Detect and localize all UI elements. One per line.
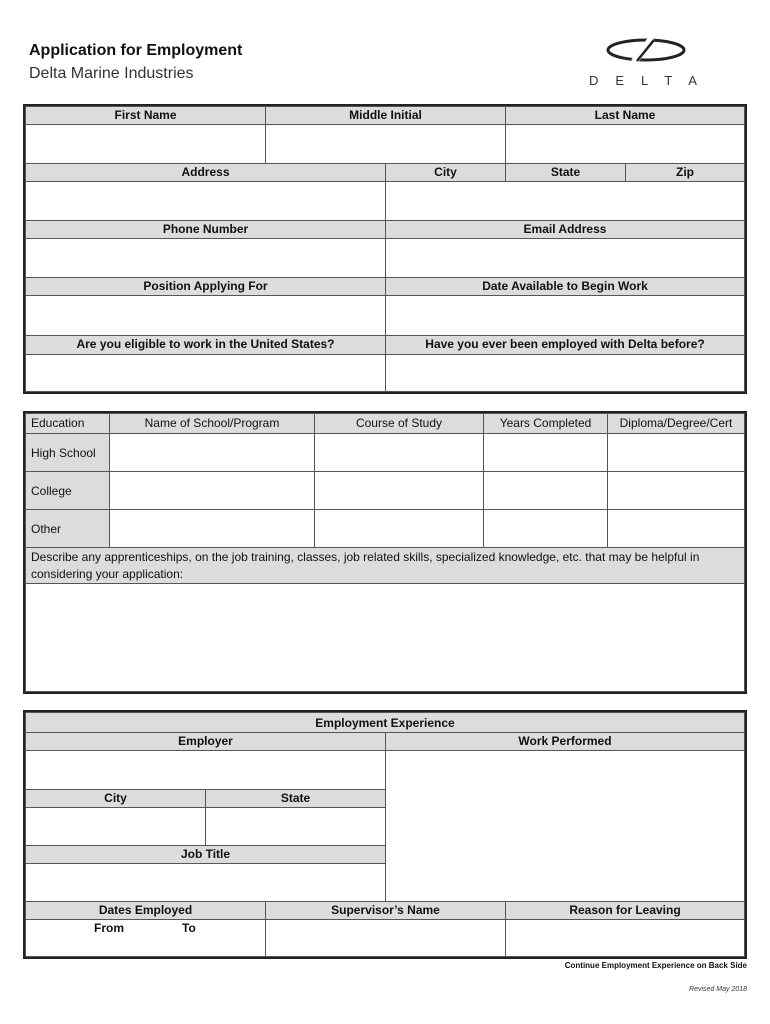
describe-skills-field[interactable] [25,583,745,692]
email-label: Email Address [385,220,745,239]
date-available-label: Date Available to Begin Work [385,277,745,296]
logo-wordmark: DELTA [589,73,714,88]
eligible-field[interactable] [25,354,386,392]
dates-employed-field[interactable] [25,919,266,957]
employment-title: Employment Experience [25,712,745,733]
employer-state-label: State [205,789,386,808]
revision-date: Revised May 2018 [689,986,747,993]
zip-label: Zip [625,163,745,182]
describe-skills-label: Describe any apprenticeships, on the job training, classes, job related skills, specialized knowledge, etc. that may be helpful in considering your application: [25,547,745,584]
other-label: Other [25,509,110,548]
from-label: From [94,921,124,935]
date-available-field[interactable] [385,295,745,336]
other-years-field[interactable] [483,509,608,548]
high-school-course-field[interactable] [314,433,484,472]
college-name-field[interactable] [109,471,315,510]
high-school-label: High School [25,433,110,472]
other-course-field[interactable] [314,509,484,548]
position-field[interactable] [25,295,386,336]
company-name: Delta Marine Industries [29,65,194,82]
employer-field[interactable] [25,750,386,790]
to-label: To [182,921,196,935]
employed-before-field[interactable] [385,354,745,392]
work-performed-label: Work Performed [385,732,745,751]
job-title-field[interactable] [25,863,386,902]
years-completed-header: Years Completed [483,413,608,434]
supervisor-field[interactable] [265,919,506,957]
last-name-label: Last Name [505,106,745,125]
form-title: Application for Employment [29,42,243,59]
supervisor-label: Supervisor’s Name [265,901,506,920]
high-school-diploma-field[interactable] [607,433,745,472]
phone-field[interactable] [25,238,386,278]
college-course-field[interactable] [314,471,484,510]
eligible-label: Are you eligible to work in the United States? [25,335,386,355]
diploma-header: Diploma/Degree/Cert [607,413,745,434]
high-school-name-field[interactable] [109,433,315,472]
education-header: Education [25,413,110,434]
middle-initial-field[interactable] [265,124,506,164]
state-label: State [505,163,626,182]
city-state-zip-field[interactable] [385,181,745,221]
last-name-field[interactable] [505,124,745,164]
position-label: Position Applying For [25,277,386,296]
first-name-label: First Name [25,106,266,125]
course-of-study-header: Course of Study [314,413,484,434]
address-field[interactable] [25,181,386,221]
employer-label: Employer [25,732,386,751]
dates-employed-label: Dates Employed [25,901,266,920]
phone-label: Phone Number [25,220,386,239]
employer-state-field[interactable] [205,807,386,846]
work-performed-field[interactable] [385,750,745,902]
college-years-field[interactable] [483,471,608,510]
other-name-field[interactable] [109,509,315,548]
college-diploma-field[interactable] [607,471,745,510]
reason-leaving-label: Reason for Leaving [505,901,745,920]
continue-note: Continue Employment Experience on Back Side [564,961,747,970]
employer-city-label: City [25,789,206,808]
high-school-years-field[interactable] [483,433,608,472]
personal-info-section [23,104,747,394]
employer-city-field[interactable] [25,807,206,846]
reason-leaving-field[interactable] [505,919,745,957]
employed-before-label: Have you ever been employed with Delta before? [385,335,745,355]
first-name-field[interactable] [25,124,266,164]
other-diploma-field[interactable] [607,509,745,548]
education-section [23,411,747,694]
job-title-label: Job Title [25,845,386,864]
college-label: College [25,471,110,510]
middle-initial-label: Middle Initial [265,106,506,125]
city-label: City [385,163,506,182]
school-name-header: Name of School/Program [109,413,315,434]
employment-section [23,710,747,959]
address-label: Address [25,163,386,182]
email-field[interactable] [385,238,745,278]
